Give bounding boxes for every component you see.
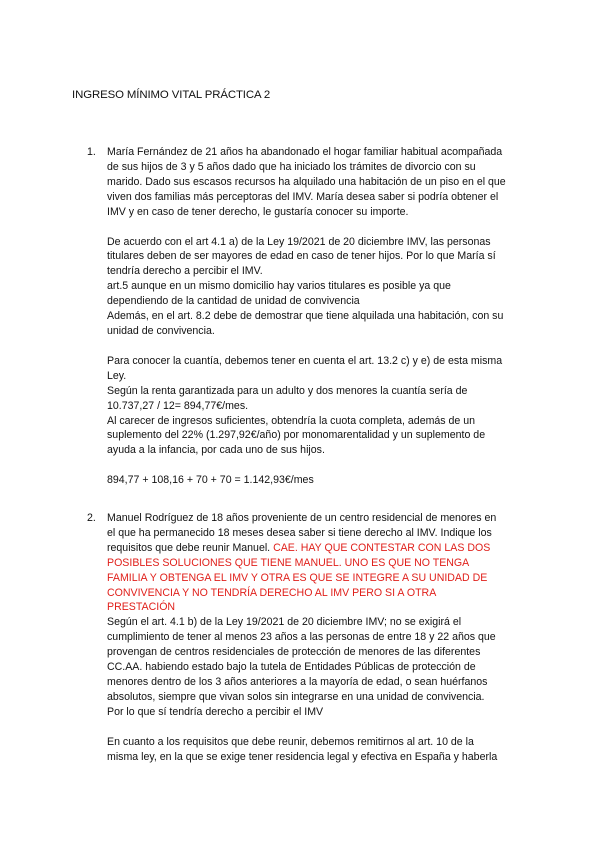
text-line: Según el art. 4.1 b) de la Ley 19/2021 de 20 diciembre IMV; no se exigirá el <box>107 616 462 629</box>
highlight-note: CAE. HAY QUE CONTESTAR CON LAS DOS <box>273 541 491 554</box>
text-line: CC.AA. habiendo estado bajo la tutela de Entidades Públicas de protección de <box>107 661 476 674</box>
text-line: Según la renta garantizada para un adulto y dos menores la cuantía sería de <box>107 384 468 397</box>
text-line: de sus hijos de 3 y 5 años dado que ha iniciado los trámites de divorcio con su <box>107 160 476 173</box>
text-line: dependiendo de la cantidad de unidad de convivencia <box>107 295 360 308</box>
list-number: 2. <box>87 512 96 524</box>
paragraph-amount <box>107 354 537 458</box>
paragraph-answer <box>107 235 537 339</box>
highlight-note: FAMILIA Y OBTENGA EL IMV Y OTRA ES QUE SE INTEGRE A SU UNIDAD DE <box>107 571 488 584</box>
text-line: art.5 aunque en un mismo domicilio hay varios titulares es posible ya que <box>107 280 451 293</box>
text-line: requisitos que debe reunir Manuel. <box>107 541 274 554</box>
text-line: De acuerdo con el art 4.1 a) de la Ley 19/2021 de 20 diciembre IMV, las personas <box>107 235 491 248</box>
text-line: Manuel Rodríguez de 18 años proveniente de un centro residencial de menores en <box>107 512 497 524</box>
text-line: cumplimiento de tener al menos 23 años a las personas de entre 18 y 22 años que <box>107 631 496 644</box>
text-line: tendría derecho a percibir el IMV. <box>107 265 263 278</box>
text-line: María Fernández de 21 años ha abandonado el hogar familiar habitual acompañada <box>107 146 503 158</box>
text-line: absolutos, siempre que vivan solos sin integrarse en una unidad de convivencia. <box>107 690 485 703</box>
highlight-note: CONVIVENCIA Y NO TENDRÍA DERECHO AL IMV PERO SI A OTRA <box>107 586 437 599</box>
paragraph-requirements <box>107 735 537 765</box>
text-line: ayuda a la infancia, por cada uno de sus hijos. <box>107 444 325 457</box>
text-line: Además, en el art. 8.2 debe de demostrar que tiene alquilada una habitación, con su <box>107 310 504 323</box>
highlight-note: PRESTACIÓN <box>107 601 176 614</box>
text-line: Para conocer la cuantía, debemos tener en cuenta el art. 13.2 c) y e) de esta misma <box>107 354 503 367</box>
text-line: misma ley, en la que se exige tener residencia legal y efectiva en España y haberla <box>107 750 498 763</box>
text-line: Por lo que sí tendría derecho a percibir el IMV <box>107 705 324 718</box>
text-line: unidad de convivencia. <box>107 324 215 337</box>
text-line: marido. Dado sus escasos recursos ha alquilado una habitación de un piso en el que <box>107 175 506 188</box>
text-line: En cuanto a los requisitos que debe reunir, debemos remitirnos al art. 10 de la <box>107 735 474 748</box>
list-number: 1. <box>87 146 96 158</box>
document-title: INGRESO MÍNIMO VITAL PRÁCTICA 2 <box>72 89 271 101</box>
text-line: Ley. <box>107 369 127 382</box>
paragraph-question <box>107 145 537 220</box>
list-item-1 <box>87 145 537 488</box>
list-item-body <box>107 145 537 488</box>
list-item-2 <box>87 511 537 765</box>
paragraph-question <box>107 511 537 720</box>
paragraph-total <box>107 473 537 488</box>
text-line: menores dentro de los 3 años anteriores a la mayoría de edad, o sean huérfanos <box>107 675 488 688</box>
total-formula: 894,77 + 108,16 + 70 + 70 = 1.142,93€/mes <box>107 474 314 487</box>
list-item-body <box>107 511 537 765</box>
text-line: IMV y en caso de tener derecho, le gustaría conocer su importe. <box>107 205 409 218</box>
highlight-note: POSIBLES SOLUCIONES QUE TIENE MANUEL. UNO ES QUE NO TENGA <box>107 556 470 569</box>
text-line: titulares deben de ser mayores de edad en caso de tener hijos. Por lo que María sí <box>107 250 496 263</box>
text-line: 10.737,27 / 12= 894,77€/mes. <box>107 399 249 412</box>
text-line: provengan de centros residenciales de protección de menores de las diferentes <box>107 646 481 659</box>
text-line: viven dos familias más perceptoras del IMV. María desea saber si podría obtener el <box>107 190 499 203</box>
text-line: Al carecer de ingresos suficientes, obtendría la cuota completa, además de un <box>107 414 476 427</box>
text-line: el que ha permanecido 18 meses desea saber si tiene derecho al IMV. Indique los <box>107 526 492 539</box>
text-line: suplemento del 22% (1.297,92€/año) por monomarentalidad y un suplemento de <box>107 429 486 442</box>
